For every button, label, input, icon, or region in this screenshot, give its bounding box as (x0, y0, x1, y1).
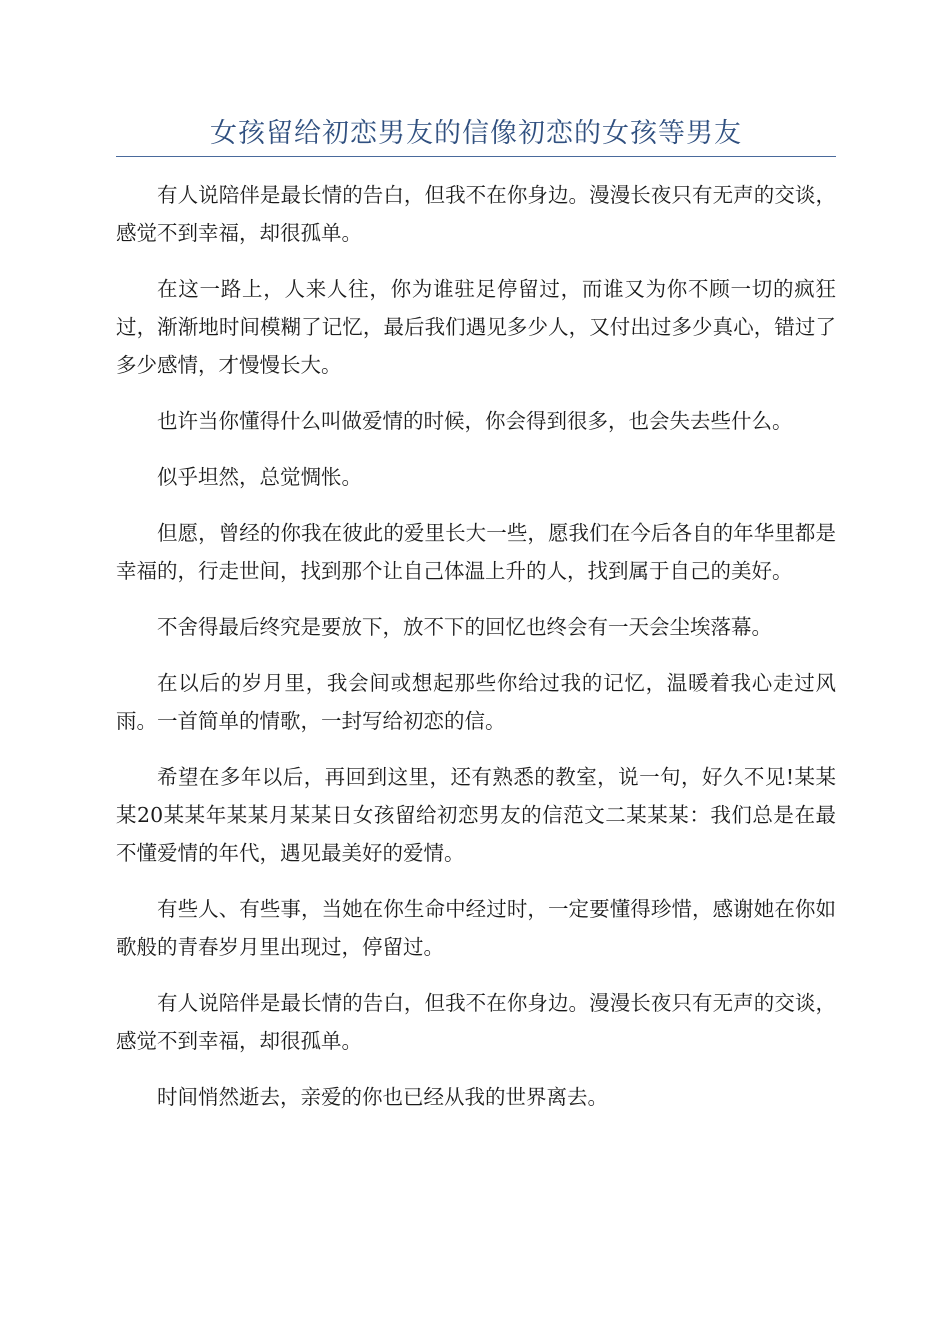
paragraph: 似乎坦然，总觉惆怅。 (157, 465, 362, 489)
paragraph: 在这一路上，人来人往，你为谁驻足停留过，而谁又为你不顾一切的疯狂过，渐渐地时间模糊了记忆，最后我们遇见多少人，又付出过多少真心，错过了多少感情，才慢慢长大。 (116, 277, 836, 377)
paragraph: 有人说陪伴是最长情的告白，但我不在你身边。漫漫长夜只有无声的交谈，感觉不到幸福，却很孤单。 (116, 183, 836, 245)
paragraph: 时间悄然逝去，亲爱的你也已经从我的世界离去。 (157, 1085, 608, 1109)
paragraph: 有些人、有些事，当她在你生命中经过时，一定要懂得珍惜，感谢她在你如歌般的青春岁月里出现过，停留过。 (116, 897, 836, 959)
document-body (116, 176, 836, 1116)
paragraph: 也许当你懂得什么叫做爱情的时候，你会得到很多，也会失去些什么。 (157, 409, 793, 433)
paragraph: 希望在多年以后，再回到这里，还有熟悉的教室，说一句，好久不见!某某某20某某年某某月某某日女孩留给初恋男友的信范文二某某某：我们总是在最不懂爱情的年代，遇见最美好的爱情。 (116, 765, 836, 865)
paragraph: 但愿，曾经的你我在彼此的爱里长大一些，愿我们在今后各自的年华里都是幸福的，行走世间，找到那个让自己体温上升的人，找到属于自己的美好。 (116, 521, 836, 583)
document-page (116, 112, 836, 1134)
paragraph: 有人说陪伴是最长情的告白，但我不在你身边。漫漫长夜只有无声的交谈，感觉不到幸福，却很孤单。 (116, 991, 836, 1053)
title-underline (116, 156, 836, 157)
document-title: 女孩留给初恋男友的信像初恋的女孩等男友 (210, 118, 742, 149)
paragraph: 在以后的岁月里，我会间或想起那些你给过我的记忆，温暖着我心走过风雨。一首简单的情歌，一封写给初恋的信。 (116, 671, 836, 733)
paragraph: 不舍得最后终究是要放下，放不下的回忆也终会有一天会尘埃落幕。 (157, 615, 772, 639)
